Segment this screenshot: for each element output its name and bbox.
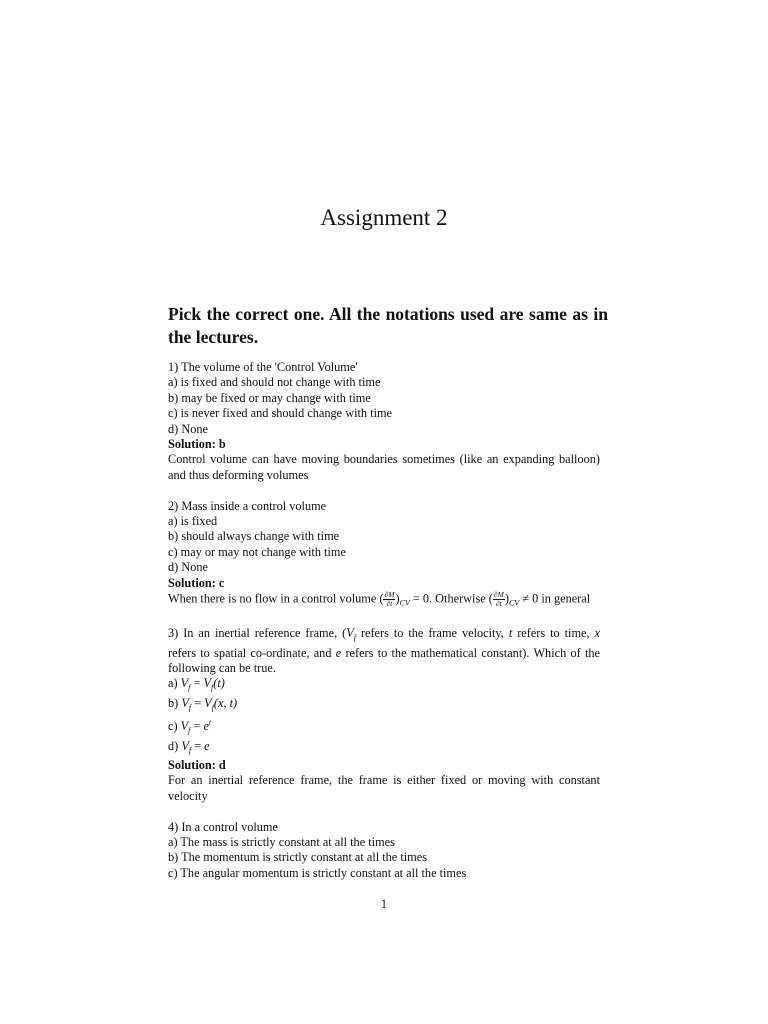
question-4 bbox=[168, 820, 600, 882]
question-3-option-a: a) $V_f = V_f(t)$ bbox=[168, 676, 225, 693]
instructions-heading: Pick the correct one. All the notations used are same as in the lectures. bbox=[168, 304, 608, 347]
question-2-option-b: b) should always change with time bbox=[168, 529, 340, 544]
partial-derivative-fraction: $\frac{\partial M}{\partial t}$ bbox=[493, 590, 504, 609]
questions-list bbox=[168, 360, 600, 897]
question-1 bbox=[168, 360, 600, 483]
question-3-option-d: d) $V_f = e$ bbox=[168, 738, 210, 755]
question-4-option-c: c) The angular momentum is strictly constant at all the times bbox=[168, 865, 467, 880]
partial-derivative-fraction: $\frac{\partial M}{\partial t}$ bbox=[384, 590, 395, 609]
question-2-option-a: a) is fixed bbox=[168, 514, 218, 529]
question-1-option-d: d) None bbox=[168, 421, 208, 436]
question-1-explanation: Control volume can have moving boundaries sometimes (like an expanding balloon) and thus deforming volumes bbox=[168, 452, 600, 482]
question-3 bbox=[168, 626, 600, 804]
question-2 bbox=[168, 499, 600, 611]
page-title: Assignment 2 bbox=[320, 205, 448, 230]
question-1-prompt: 1) The volume of the 'Control Volume' bbox=[168, 360, 358, 374]
question-2-solution: Solution: c bbox=[168, 575, 225, 590]
question-2-option-c: c) may or may not change with time bbox=[168, 544, 346, 559]
question-2-explanation: When there is no flow in a control volume ( $\frac{\partial M}{\partial t}$ )$_{CV} = 0$. Otherwise ( $\frac{\partial M}{\partial t}$ )$_{CV} \ne 0$ in general bbox=[168, 590, 591, 609]
question-2-prompt: 2) Mass inside a control volume bbox=[168, 498, 327, 513]
question-4-option-b: b) The momentum is strictly constant at all the times bbox=[168, 850, 427, 865]
question-3-solution: Solution: d bbox=[168, 758, 226, 773]
question-4-prompt: 4) In a control volume bbox=[168, 819, 278, 834]
question-2-option-d: d) None bbox=[168, 560, 208, 575]
question-1-option-a: a) is fixed and should not change with time bbox=[168, 375, 381, 390]
question-1-option-b: b) may be fixed or may change with time bbox=[168, 390, 371, 405]
question-3-explanation: For an inertial reference frame, the frame is either fixed or moving with constant velocity bbox=[168, 773, 600, 803]
page-number: 1 bbox=[380, 897, 388, 911]
question-4-option-a: a) The mass is strictly constant at all the times bbox=[168, 835, 395, 850]
question-3-option-c: c) $V_f = e^t$ bbox=[168, 718, 212, 736]
question-1-option-c: c) is never fixed and should change with time bbox=[168, 406, 393, 421]
question-3-prompt: 3) In an inertial reference frame, ($V_f$ refers to the frame velocity, t refers to time, x refers to spatial co-ordinate, and e refers to the mathematical constant). Which of the following can be true. bbox=[168, 626, 600, 676]
question-3-option-b: b) $V_f = V_f(x$, t) bbox=[168, 695, 238, 712]
question-1-solution: Solution: b bbox=[168, 437, 226, 452]
